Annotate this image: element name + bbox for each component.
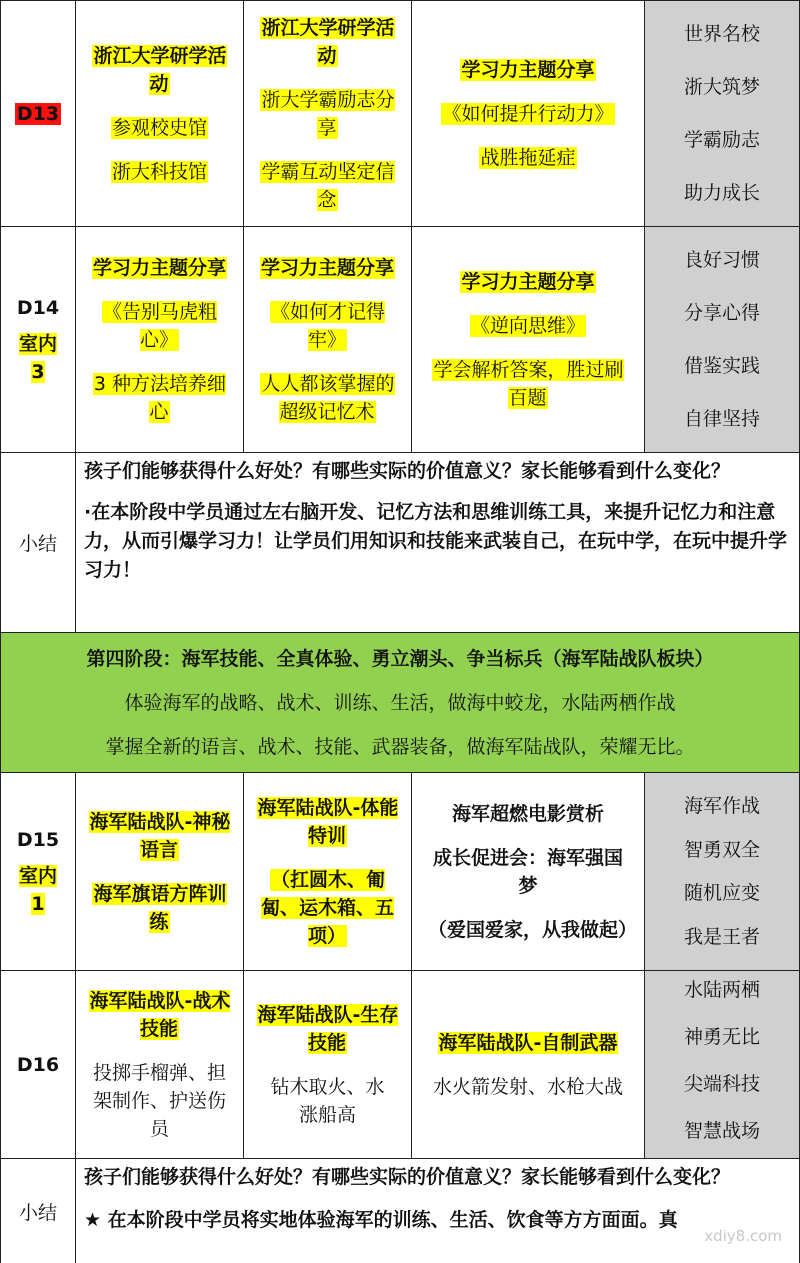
activity-detail: 钻木取火、水涨船高 bbox=[270, 1075, 385, 1126]
room-label: 室内1 bbox=[18, 864, 57, 915]
activity-cell-2 bbox=[243, 227, 411, 452]
keyword: 学霸励志 bbox=[683, 129, 760, 151]
keyword: 自律坚持 bbox=[683, 408, 760, 430]
activity-detail: 战胜拖延症 bbox=[480, 146, 576, 169]
activity-title: 学习力主题分享 bbox=[461, 270, 595, 293]
activity-detail: （扛圆木、匍匐、运木箱、五项） bbox=[260, 868, 394, 947]
summary-question: 孩子们能够获得什么好处？有哪些实际的价值意义？家长能够看到什么变化？ bbox=[84, 460, 731, 482]
activity-detail: 浙大科技馆 bbox=[111, 160, 207, 183]
activity-cell-2 bbox=[243, 773, 411, 970]
activity-title: 学习力主题分享 bbox=[260, 256, 394, 279]
summary-question: 孩子们能够获得什么好处？有哪些实际的价值意义？家长能够看到什么变化？ bbox=[84, 1166, 731, 1188]
keyword: 随机应变 bbox=[683, 882, 760, 905]
activity-title: 浙江大学研学活动 bbox=[93, 44, 227, 95]
schedule-row-d15 bbox=[0, 772, 800, 970]
activity-title: 海军陆战队-生存技能 bbox=[257, 1003, 399, 1054]
stage-line-1: 体验海军的战略、战术、训练、生活，做海中蛟龙，水陆两栖作战 bbox=[124, 691, 676, 714]
activity-cell-1 bbox=[75, 773, 243, 970]
activity-title: 海军超燃电影赏析 bbox=[451, 802, 604, 825]
activity-cell-2 bbox=[243, 1, 411, 226]
room-label: 室内3 bbox=[18, 332, 57, 383]
activity-detail: 《逆向思维》 bbox=[470, 314, 585, 337]
summary-label-cell bbox=[0, 1159, 75, 1263]
summary-label: 小结 bbox=[18, 533, 57, 555]
watermark: xdiy8.com bbox=[704, 1227, 782, 1245]
activity-detail: 《如何才记得牢》 bbox=[270, 300, 385, 351]
keyword: 良好习惯 bbox=[683, 249, 760, 271]
activity-title: 海军陆战队-体能特训 bbox=[257, 796, 399, 847]
schedule-row-d16 bbox=[0, 970, 800, 1158]
keyword: 智勇双全 bbox=[683, 838, 760, 861]
keyword: 浙大筑梦 bbox=[683, 76, 760, 98]
activity-detail: 参观校史馆 bbox=[111, 116, 207, 139]
activity-title: 学习力主题分享 bbox=[92, 256, 226, 279]
activity-cell-1 bbox=[75, 227, 243, 452]
activity-cell-2 bbox=[243, 971, 411, 1158]
day-cell bbox=[0, 1, 75, 226]
stage-banner bbox=[0, 632, 800, 772]
activity-title: 浙江大学研学活动 bbox=[261, 16, 395, 67]
activity-detail: 人人都该掌握的超级记忆术 bbox=[261, 372, 395, 423]
day-label: D15 bbox=[16, 828, 60, 851]
keyword: 尖端科技 bbox=[683, 1073, 760, 1095]
keyword: 分享心得 bbox=[683, 302, 760, 324]
summary-body-cell bbox=[75, 453, 800, 632]
keyword-cell bbox=[644, 971, 800, 1158]
activity-detail: 3 种方法培养细心 bbox=[93, 372, 227, 423]
stage-title: 第四阶段：海军技能、全真体验、勇立潮头、争当标兵（海军陆战队板块） bbox=[86, 647, 714, 670]
keyword: 助力成长 bbox=[683, 182, 760, 204]
activity-cell-1 bbox=[75, 971, 243, 1158]
keyword: 智慧战场 bbox=[683, 1120, 760, 1142]
day-label: D14 bbox=[16, 296, 60, 319]
keyword: 借鉴实践 bbox=[683, 355, 760, 377]
keyword-cell bbox=[644, 1, 800, 226]
schedule-row-d13 bbox=[0, 0, 800, 226]
activity-cell-3 bbox=[411, 1, 644, 226]
summary-label-cell bbox=[0, 453, 75, 632]
activity-cell-3 bbox=[411, 773, 644, 970]
keyword: 海军作战 bbox=[683, 795, 760, 817]
activity-cell-3 bbox=[411, 227, 644, 452]
day-label: D13 bbox=[16, 102, 60, 125]
day-cell bbox=[0, 971, 75, 1158]
stage-line-2: 掌握全新的语言、战术、技能、武器装备，做海军陆战队，荣耀无比。 bbox=[105, 735, 695, 758]
schedule-row-d14 bbox=[0, 226, 800, 452]
activity-detail: 《如何提升行动力》 bbox=[442, 102, 614, 125]
activity-title: 学习力主题分享 bbox=[461, 58, 595, 81]
day-cell bbox=[0, 773, 75, 970]
activity-title: 海军陆战队-神秘语言 bbox=[89, 810, 231, 861]
keyword: 世界名校 bbox=[683, 23, 760, 45]
summary-row-2 bbox=[0, 1158, 800, 1263]
activity-detail: 投掷手榴弹、担架制作、护送伤员 bbox=[92, 1061, 226, 1140]
activity-detail: 浙大学霸励志分享 bbox=[261, 88, 395, 139]
day-label: D16 bbox=[16, 1053, 60, 1076]
activity-cell-1 bbox=[75, 1, 243, 226]
summary-body-cell bbox=[75, 1159, 800, 1263]
keyword: 神勇无比 bbox=[683, 1026, 760, 1048]
keyword: 我是王者 bbox=[683, 925, 760, 948]
keyword-cell bbox=[644, 773, 800, 970]
day-cell bbox=[0, 227, 75, 452]
summary-label: 小结 bbox=[18, 1201, 57, 1224]
activity-detail: 成长促进会：海军强国梦 bbox=[432, 846, 623, 897]
activity-cell-3 bbox=[411, 971, 644, 1158]
keyword-cell bbox=[644, 227, 800, 452]
activity-detail: 学会解析答案，胜过刷百题 bbox=[433, 358, 624, 409]
activity-detail: 《告别马虎粗心》 bbox=[102, 300, 217, 351]
activity-detail: 水火箭发射、水枪大战 bbox=[432, 1075, 623, 1098]
summary-row-1 bbox=[0, 452, 800, 632]
activity-title: 海军陆战队-战术技能 bbox=[89, 989, 231, 1040]
keyword: 水陆两栖 bbox=[683, 979, 760, 1001]
activity-detail: 学霸互动坚定信念 bbox=[261, 160, 395, 211]
summary-text: ·在本阶段中学员通过左右脑开发、记忆方法和思维训练工具，来提升记忆力和注意力，从而引爆学习力！让学员们用知识和技能来武装自己，在玩中学，在玩中提升学习力！ bbox=[84, 501, 788, 581]
activity-detail: 海军旗语方阵训练 bbox=[93, 882, 227, 933]
summary-text: ★ 在本阶段中学员将实地体验海军的训练、生活、饮食等方方面面。真 bbox=[84, 1209, 678, 1231]
activity-title: 海军陆战队-自制武器 bbox=[438, 1031, 618, 1054]
activity-detail: （爱国爱家，从我做起） bbox=[428, 918, 638, 941]
